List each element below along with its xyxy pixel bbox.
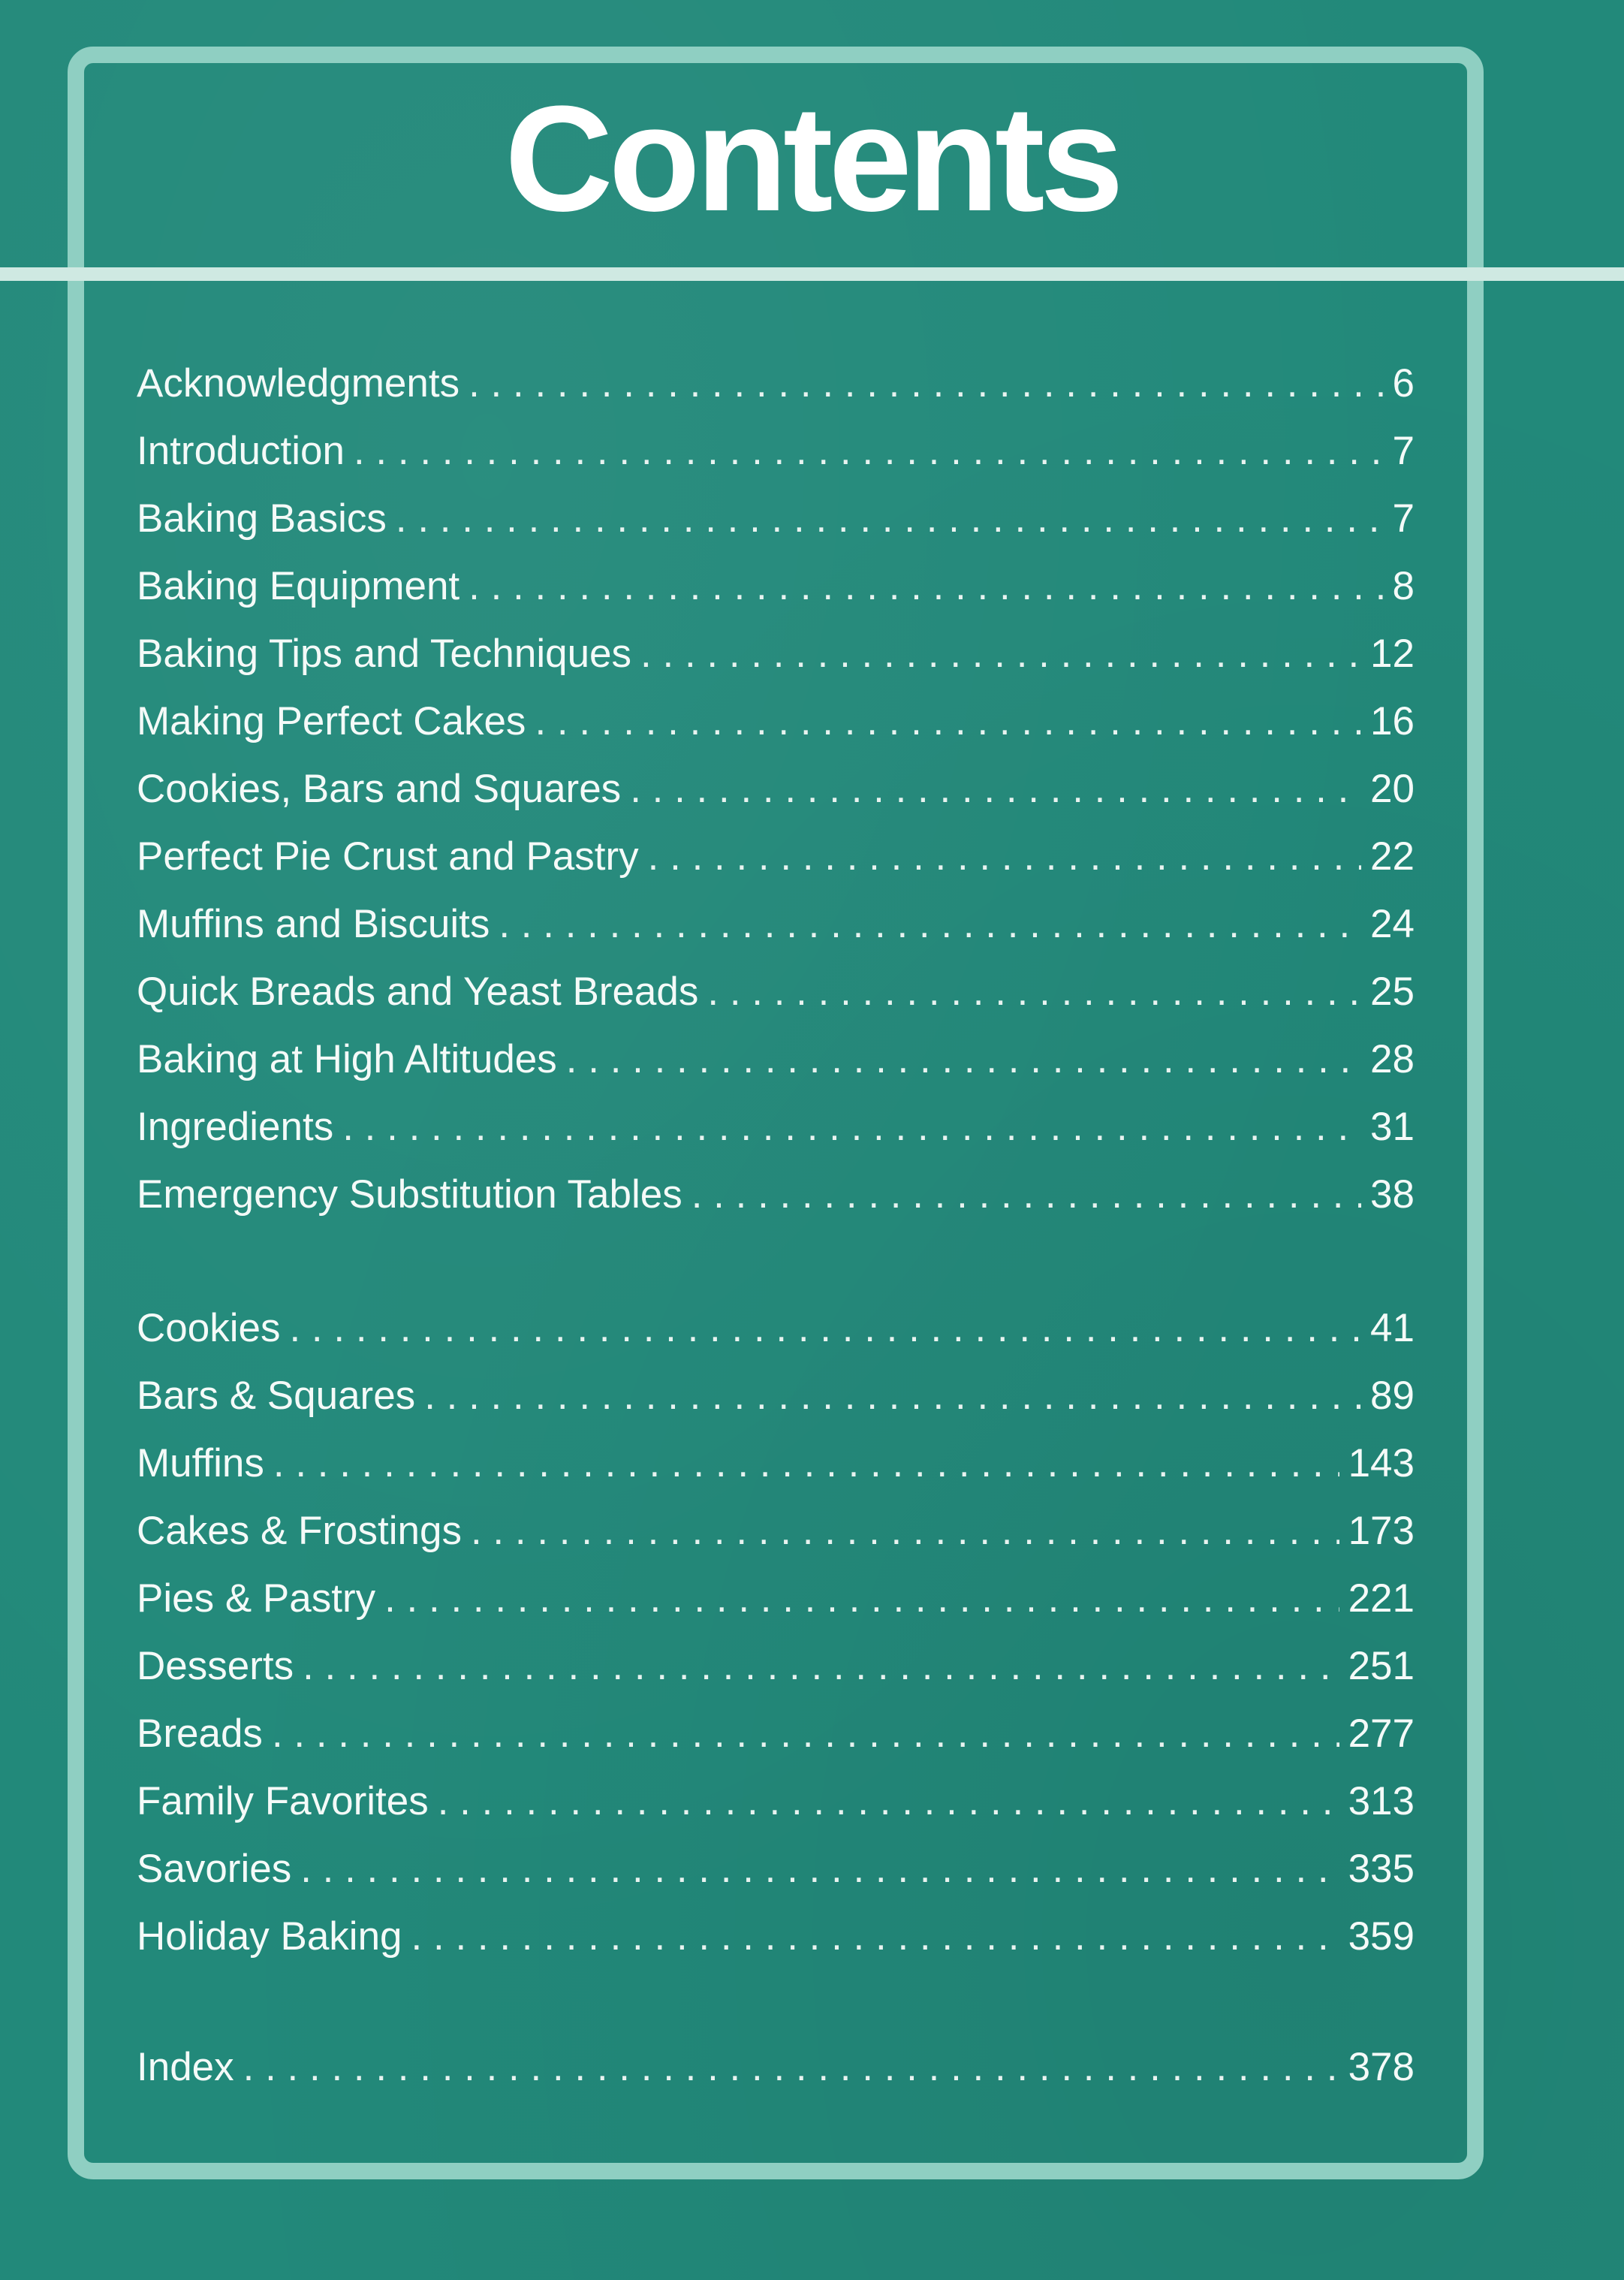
toc-entry-title: Baking at High Altitudes — [137, 1037, 557, 1081]
toc-entry-title: Acknowledgments — [137, 361, 460, 406]
dot-leader — [535, 688, 1361, 755]
toc-page-number: 38 — [1370, 1172, 1415, 1217]
toc-page-number: 31 — [1370, 1105, 1415, 1149]
dot-leader — [648, 823, 1361, 891]
toc-entry[interactable] — [137, 1362, 1415, 1430]
dot-leader — [469, 350, 1383, 418]
toc-page-number: 89 — [1370, 1374, 1415, 1418]
toc-page-number: 28 — [1370, 1037, 1415, 1081]
toc-entry-title: Emergency Substitution Tables — [137, 1172, 682, 1217]
toc-page-number: 7 — [1392, 429, 1415, 473]
toc-entry[interactable] — [137, 823, 1415, 891]
dot-leader — [273, 1430, 1339, 1497]
toc-entry[interactable] — [137, 1633, 1415, 1700]
toc-entry[interactable] — [137, 1295, 1415, 1362]
toc-page-number: 24 — [1370, 902, 1415, 946]
toc-entry-title: Ingredients — [137, 1105, 334, 1149]
toc-chapters — [137, 1295, 1415, 1971]
dot-leader — [469, 553, 1383, 620]
toc-page-number: 41 — [1370, 1306, 1415, 1350]
dot-leader — [354, 418, 1384, 485]
toc-entry-title: Cookies — [137, 1306, 281, 1350]
dot-leader — [272, 1700, 1339, 1768]
dot-leader — [630, 755, 1361, 823]
toc-page-number: 12 — [1370, 632, 1415, 676]
toc-page-number: 16 — [1370, 699, 1415, 743]
title-divider — [0, 267, 1624, 281]
dot-leader — [499, 891, 1361, 958]
toc-page-number: 335 — [1348, 1847, 1415, 1891]
toc-entry-title: Cookies, Bars and Squares — [137, 767, 622, 811]
toc-entry-title: Introduction — [137, 429, 345, 473]
toc-entry[interactable] — [137, 1768, 1415, 1835]
toc-entry-title: Family Favorites — [137, 1779, 429, 1823]
dot-leader — [640, 620, 1361, 688]
toc-entry[interactable] — [137, 553, 1415, 620]
toc-page-number: 7 — [1392, 496, 1415, 541]
dot-leader — [707, 958, 1361, 1026]
toc-page-number: 221 — [1348, 1576, 1415, 1621]
toc-entry-title: Quick Breads and Yeast Breads — [137, 970, 699, 1014]
toc-entry-title: Baking Equipment — [137, 564, 460, 608]
toc-entry-title: Savories — [137, 1847, 292, 1891]
toc-page-number: 6 — [1392, 361, 1415, 406]
toc-entry-title: Pies & Pastry — [137, 1576, 376, 1621]
toc-entry[interactable] — [137, 620, 1415, 688]
toc-page-number: 378 — [1348, 2045, 1415, 2089]
toc-page-number: 25 — [1370, 970, 1415, 1014]
toc-entry[interactable] — [137, 755, 1415, 823]
toc-entry-title: Baking Basics — [137, 496, 387, 541]
toc-entry-title: Desserts — [137, 1644, 294, 1688]
dot-leader — [396, 485, 1384, 553]
dot-leader — [438, 1768, 1339, 1835]
toc-entry-title: Index — [137, 2045, 234, 2089]
toc-entry[interactable] — [137, 1565, 1415, 1633]
dot-leader — [424, 1362, 1361, 1430]
dot-leader — [411, 1903, 1339, 1971]
dot-leader — [289, 1295, 1361, 1362]
toc-entry[interactable] — [137, 1161, 1415, 1229]
toc-entry[interactable] — [137, 1903, 1415, 1971]
toc-entry[interactable] — [137, 1700, 1415, 1768]
toc-entry[interactable] — [137, 485, 1415, 553]
page-title: Contents — [505, 75, 1119, 243]
dot-leader — [303, 1633, 1339, 1700]
toc-entry-title: Baking Tips and Techniques — [137, 632, 632, 676]
toc-entry[interactable] — [137, 958, 1415, 1026]
toc-entry-title: Cakes & Frostings — [137, 1509, 462, 1553]
toc-page-number: 313 — [1348, 1779, 1415, 1823]
toc-page-number: 143 — [1348, 1441, 1415, 1485]
toc-entry[interactable] — [137, 418, 1415, 485]
toc-page-number: 173 — [1348, 1509, 1415, 1553]
toc-entry[interactable] — [137, 1430, 1415, 1497]
dot-leader — [300, 1835, 1339, 1903]
dot-leader — [342, 1093, 1361, 1161]
toc-page-number: 359 — [1348, 1914, 1415, 1959]
toc-page-number: 251 — [1348, 1644, 1415, 1688]
toc-entry[interactable] — [137, 688, 1415, 755]
toc-entry-title: Making Perfect Cakes — [137, 699, 526, 743]
dot-leader — [243, 2034, 1339, 2101]
toc-page-number: 20 — [1370, 767, 1415, 811]
toc-entry[interactable] — [137, 1835, 1415, 1903]
dot-leader — [384, 1565, 1339, 1633]
toc-page-number: 8 — [1392, 564, 1415, 608]
dot-leader — [471, 1497, 1339, 1565]
toc-entry[interactable] — [137, 350, 1415, 418]
toc-back-matter — [137, 2034, 1415, 2101]
toc-entry-title: Breads — [137, 1712, 263, 1756]
toc-entry[interactable] — [137, 1026, 1415, 1093]
toc-entry-title: Muffins — [137, 1441, 264, 1485]
toc-page-number: 22 — [1370, 834, 1415, 879]
toc-page-number: 277 — [1348, 1712, 1415, 1756]
toc-entry[interactable] — [137, 891, 1415, 958]
toc-entry-title: Muffins and Biscuits — [137, 902, 490, 946]
toc-entry[interactable] — [137, 1093, 1415, 1161]
dot-leader — [691, 1161, 1361, 1229]
toc-front-matter — [137, 350, 1415, 1229]
toc-entry-title: Bars & Squares — [137, 1374, 416, 1418]
dot-leader — [566, 1026, 1361, 1093]
toc-entry[interactable] — [137, 1497, 1415, 1565]
toc-entry-title: Perfect Pie Crust and Pastry — [137, 834, 639, 879]
toc-entry-title: Holiday Baking — [137, 1914, 402, 1959]
toc-entry[interactable] — [137, 2034, 1415, 2101]
